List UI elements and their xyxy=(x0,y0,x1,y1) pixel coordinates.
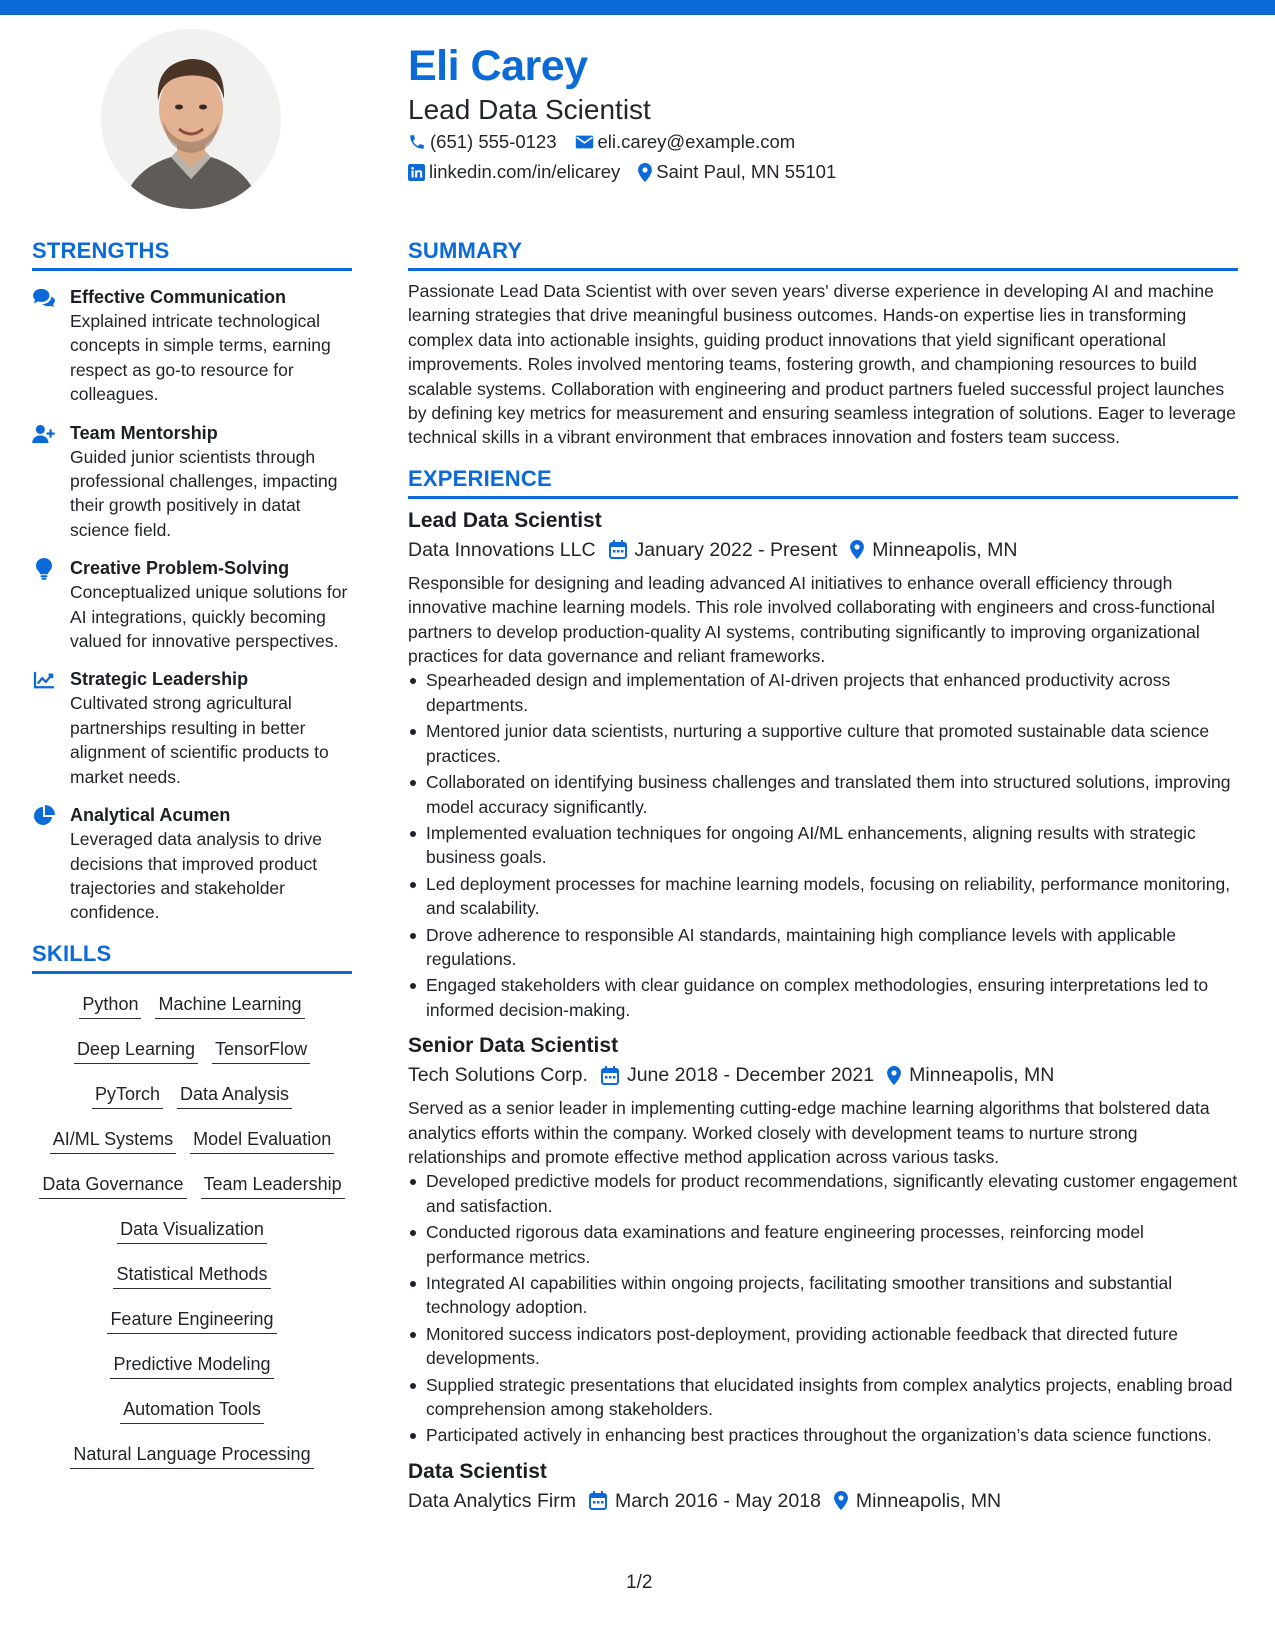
job-entry xyxy=(408,1458,1238,1516)
page-number: 1/2 xyxy=(626,1572,653,1593)
email-text: eli.carey@example.com xyxy=(597,131,796,152)
linkedin-contact[interactable] xyxy=(408,161,620,183)
skill-tag: TensorFlow xyxy=(212,1037,310,1064)
strength-item xyxy=(32,667,352,789)
skill-row xyxy=(32,1217,352,1244)
bullet-item: Mentored junior data scientists, nurturing a supportive culture that promoted sustainable data science practices. xyxy=(408,719,1238,768)
bullet-item: Integrated AI capabilities within ongoing projects, facilitating smoother transitions and substantial technology adoption. xyxy=(408,1271,1238,1320)
phone-text: (651) 555-0123 xyxy=(430,131,557,152)
map-pin-icon xyxy=(850,540,864,559)
bullet-item: Monitored success indicators post-deployment, providing actionable feedback that directed future developments. xyxy=(408,1322,1238,1371)
skill-row xyxy=(32,992,352,1019)
map-pin-icon xyxy=(834,1491,848,1510)
skill-tag: Python xyxy=(79,992,141,1019)
strength-title: Analytical Acumen xyxy=(70,805,231,826)
job-meta xyxy=(408,1060,1238,1090)
company-name: Data Analytics Firm xyxy=(408,1489,576,1512)
address-contact xyxy=(638,161,836,183)
skill-row xyxy=(32,1082,352,1109)
candidate-name: Eli Carey xyxy=(408,42,588,90)
skill-tag: Predictive Modeling xyxy=(110,1352,273,1379)
job-location: Minneapolis, MN xyxy=(909,1064,1055,1087)
skill-row xyxy=(32,1037,352,1064)
profile-photo xyxy=(101,29,281,209)
skill-row xyxy=(32,1127,352,1154)
company-name: Tech Solutions Corp. xyxy=(408,1064,588,1087)
skill-tag: Model Evaluation xyxy=(190,1127,334,1154)
strength-desc: Cultivated strong agricultural partnerships resulting in better alignment of scientific products to market needs. xyxy=(70,693,329,787)
skill-tag: PyTorch xyxy=(92,1082,163,1109)
skill-row xyxy=(32,1307,352,1334)
job-bullets xyxy=(408,1169,1238,1447)
bullet-item: Supplied strategic presentations that elucidated insights from complex analytics projects, enabling broad comprehension among stakeholders. xyxy=(408,1373,1238,1422)
strength-title: Team Mentorship xyxy=(70,422,218,443)
skill-row xyxy=(32,1442,352,1469)
bullet-item: Conducted rigorous data examinations and feature engineering processes, reinforcing model performance metrics. xyxy=(408,1220,1238,1269)
calendar-icon xyxy=(601,1066,619,1085)
pie-chart-icon xyxy=(32,805,56,827)
strength-title: Creative Problem-Solving xyxy=(70,558,290,579)
line-chart-icon xyxy=(32,669,56,691)
summary-text: Passionate Lead Data Scientist with over seven years' diverse experience in developing AI and machine learning strategies that drive meaningful business outcomes. Hands-on expertise lies in transforming complex data into actionable insights, guiding product innovations that yield significant operational improvements. Roles involved mentoring teams, fostering growth, and championing resources to build scalable systems. Collaboration with engineering and product partners fueled successful project launches by defining key metrics for measurement and ensuring seamless integration of solutions. Eager to leverage technical skills in a vibrant environment that embraces innovation and fosters team success. xyxy=(408,281,1236,448)
bullet-item: Spearheaded design and implementation of AI-driven projects that enhanced productivity across departments. xyxy=(408,668,1238,717)
job-meta xyxy=(408,1486,1238,1516)
company-name: Data Innovations LLC xyxy=(408,538,596,561)
job-bullets xyxy=(408,668,1238,1022)
job-dates: June 2018 - December 2021 xyxy=(626,1064,875,1087)
skills-list xyxy=(32,992,352,1469)
skill-tag: Automation Tools xyxy=(120,1397,264,1424)
job-location: Minneapolis, MN xyxy=(855,1489,1002,1512)
job-description: Served as a senior leader in implementing cutting-edge machine learning algorithms that bolstered data analytics efforts within the company. Worked closely with development teams to nurture strong relationships and promote effective method application across various tasks. xyxy=(408,1098,1210,1167)
bullet-item: Participated actively in enhancing best practices throughout the organization’s data science functions. xyxy=(408,1423,1238,1447)
left-column xyxy=(32,238,352,1487)
strength-desc: Leveraged data analysis to drive decisions that improved product trajectories and stakeholder confidence. xyxy=(70,829,322,923)
contact-row-2 xyxy=(408,161,854,183)
strength-title: Strategic Leadership xyxy=(70,669,249,690)
right-column xyxy=(408,238,1238,1516)
top-accent-bar xyxy=(0,0,1275,15)
phone-icon xyxy=(408,133,426,151)
comments-icon xyxy=(32,287,56,309)
phone-contact[interactable] xyxy=(408,131,557,153)
skill-tag: Data Analysis xyxy=(177,1082,292,1109)
skill-tag: Data Visualization xyxy=(117,1217,267,1244)
bullet-item: Implemented evaluation techniques for ongoing AI/ML enhancements, aligning results with strategic business goals. xyxy=(408,821,1238,870)
skill-tag: Data Governance xyxy=(39,1172,186,1199)
job-entry xyxy=(408,507,1238,1022)
skill-row xyxy=(32,1397,352,1424)
skill-tag: Feature Engineering xyxy=(107,1307,276,1334)
lightbulb-icon xyxy=(32,558,56,580)
skill-tag: Team Leadership xyxy=(201,1172,345,1199)
email-contact[interactable] xyxy=(575,131,796,153)
strength-desc: Explained intricate technological concepts in simple terms, earning respect as go-to resource for colleagues. xyxy=(70,311,331,405)
user-plus-icon xyxy=(32,423,56,445)
job-location: Minneapolis, MN xyxy=(872,538,1018,561)
job-entry xyxy=(408,1032,1238,1448)
bullet-item: Developed predictive models for product recommendations, significantly elevating customer engagement and satisfaction. xyxy=(408,1169,1238,1218)
skill-tag: Natural Language Processing xyxy=(70,1442,313,1469)
map-pin-icon xyxy=(638,163,652,182)
strength-item xyxy=(32,421,352,543)
strength-item xyxy=(32,285,352,407)
job-title: Senior Data Scientist xyxy=(408,1034,619,1058)
job-title: Lead Data Scientist xyxy=(408,508,602,532)
calendar-icon xyxy=(589,1491,607,1510)
summary-heading: SUMMARY xyxy=(408,238,1238,271)
address-text: Saint Paul, MN 55101 xyxy=(656,161,837,182)
calendar-icon xyxy=(609,540,627,559)
strength-desc: Guided junior scientists through professional challenges, impacting their growth positively in datat science field. xyxy=(70,446,338,540)
skill-tag: Machine Learning xyxy=(155,992,304,1019)
job-dates: March 2016 - May 2018 xyxy=(614,1489,821,1512)
bullet-item: Engaged stakeholders with clear guidance on complex methodologies, ensuring interpretations led to informed decision-making. xyxy=(408,973,1238,1022)
skill-row xyxy=(32,1352,352,1379)
linkedin-text: linkedin.com/in/elicarey xyxy=(429,161,621,182)
job-dates: January 2022 - Present xyxy=(634,538,838,561)
strength-title: Effective Communication xyxy=(70,287,287,307)
skill-tag: Deep Learning xyxy=(74,1037,198,1064)
strength-desc: Conceptualized unique solutions for AI integrations, quickly becoming valued for innovative perspectives. xyxy=(70,582,348,652)
job-meta xyxy=(408,535,1238,565)
job-title: Data Scientist xyxy=(408,1459,547,1483)
skill-row xyxy=(32,1262,352,1289)
candidate-title: Lead Data Scientist xyxy=(408,94,651,125)
bullet-item: Collaborated on identifying business challenges and translated them into structured solutions, improving model accuracy significantly. xyxy=(408,770,1238,819)
bullet-item: Led deployment processes for machine learning models, focusing on reliability, performance monitoring, and scalability. xyxy=(408,872,1238,921)
bullet-item: Drove adherence to responsible AI standards, maintaining high compliance levels with applicable regulations. xyxy=(408,923,1238,972)
linkedin-icon xyxy=(408,164,425,181)
strength-item xyxy=(32,556,352,653)
skill-row xyxy=(32,1172,352,1199)
strengths-heading: STRENGTHS xyxy=(32,238,352,271)
skills-heading: SKILLS xyxy=(32,941,352,974)
strength-item xyxy=(32,803,352,925)
experience-heading: EXPERIENCE xyxy=(408,466,1238,499)
map-pin-icon xyxy=(887,1066,901,1085)
envelope-icon xyxy=(575,134,594,150)
contact-row-1 xyxy=(408,131,813,153)
skill-tag: AI/ML Systems xyxy=(50,1127,176,1154)
job-description: Responsible for designing and leading advanced AI initiatives to enhance overall efficiency through innovative machine learning models. This role involved collaborating with engineers and cross-functional partners to develop production-quality AI systems, contributing significantly to improving organizational practices for data governance and reliant frameworks. xyxy=(408,572,1216,667)
skill-tag: Statistical Methods xyxy=(113,1262,270,1289)
